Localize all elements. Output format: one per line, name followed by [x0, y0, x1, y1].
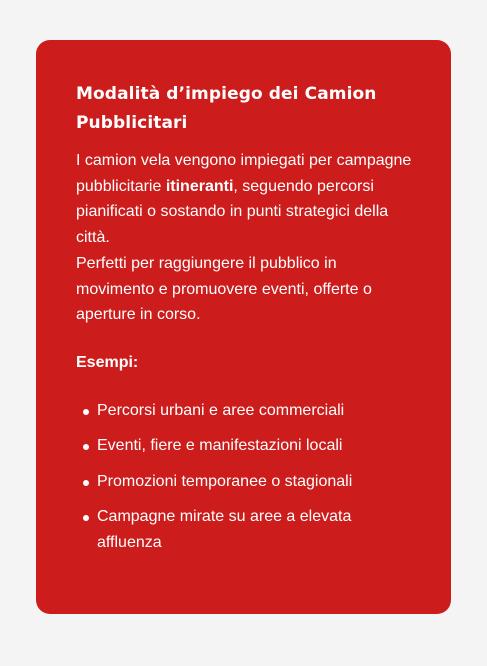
list-item [76, 398, 415, 424]
info-card [36, 40, 451, 614]
list-item-text: Promozioni temporanee o stagionali [97, 472, 353, 490]
examples-list [76, 398, 415, 557]
list-item-text: Campagne mirate su aree a elevata affluenza [97, 508, 352, 552]
description-paragraph [76, 148, 415, 328]
list-item [76, 433, 415, 459]
bullet-icon [83, 444, 89, 450]
list-item [76, 469, 415, 495]
description-second-line: Perfetti per raggiungere il pubblico in movimento e promuovere eventi, offerte o aperture in corso. [76, 254, 372, 324]
list-item-text: Percorsi urbani e aree commerciali [97, 401, 345, 419]
card-title: Modalità d’impiego dei Camion Pubblicitari [76, 84, 377, 133]
description-emphasis: itineranti [165, 177, 234, 195]
bullet-icon [83, 409, 89, 415]
bullet-icon [83, 515, 89, 521]
description-text-end: , seguendo percorsi pianificati o sostando in punti strategici della città. [76, 177, 389, 247]
list-item-text: Eventi, fiere e manifestazioni locali [97, 437, 343, 455]
description-text-start: I camion vela vengono impiegati per campagne pubblicitarie [76, 152, 412, 195]
list-item [76, 504, 415, 556]
bullet-icon [83, 480, 89, 486]
examples-label: Esempi: [76, 353, 139, 371]
